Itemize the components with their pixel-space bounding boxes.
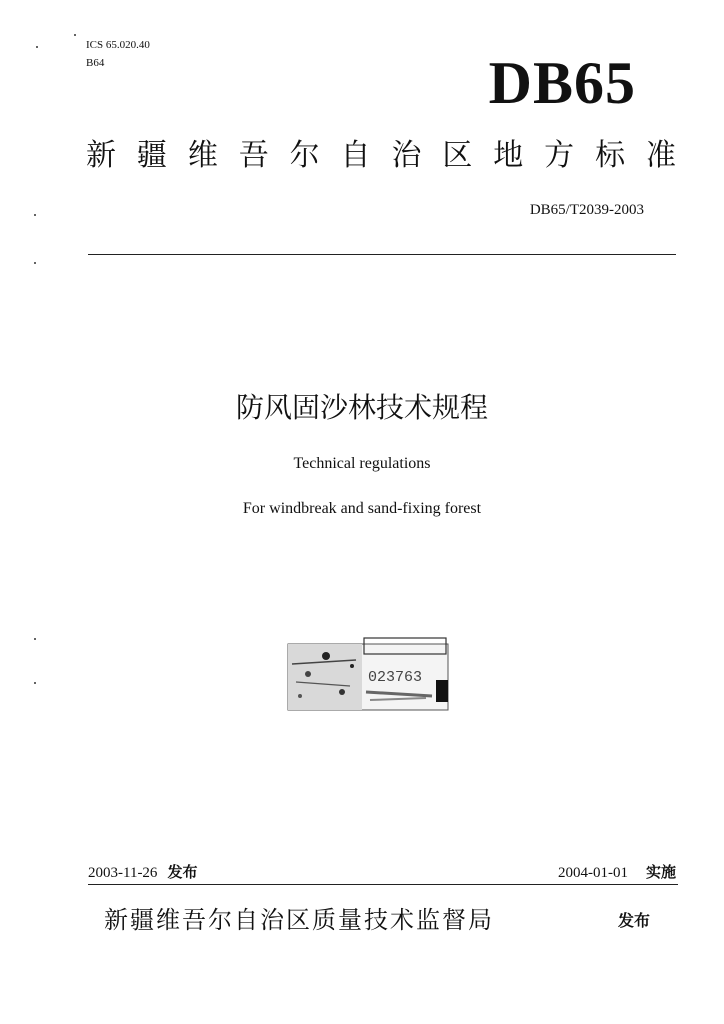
english-title-line1: Technical regulations (293, 455, 431, 472)
scan-speck (34, 262, 36, 264)
standard-type-char: 区 (442, 138, 473, 173)
standard-type-char: 准 (645, 138, 676, 173)
standard-code: DB65 (488, 50, 636, 116)
scan-speck (36, 46, 38, 48)
issue-label: 发布 (167, 863, 198, 881)
scan-speck (74, 34, 76, 36)
implementation-date (558, 862, 676, 883)
english-title-line2: For windbreak and sand-fixing forest (242, 500, 482, 517)
standard-type-char: 维 (187, 138, 218, 173)
header-divider (88, 254, 676, 255)
standard-type-char: 疆 (136, 138, 167, 173)
issue-date-value: 2003-11-26 (88, 865, 158, 881)
standard-type-heading (86, 136, 676, 176)
standard-type-char: 治 (391, 138, 422, 173)
standard-type-char: 尔 (289, 138, 320, 173)
standard-number: DB65/T2039-2003 (529, 202, 644, 218)
publish-label: 发布 (618, 911, 651, 930)
issue-date (88, 862, 197, 883)
category-code: B64 (86, 57, 105, 69)
scan-speck (34, 214, 36, 216)
library-stamp (286, 634, 450, 714)
implementation-date-value: 2004-01-01 (557, 865, 628, 881)
stamp-number: 023763 (368, 669, 423, 686)
implementation-label: 实施 (645, 863, 676, 881)
standard-type-char: 地 (493, 138, 524, 173)
publisher-name: 新疆维吾尔自治区质量技术监督局 (104, 906, 494, 934)
scan-speck (34, 682, 36, 684)
standard-type-char: 方 (544, 138, 575, 173)
footer-divider (88, 884, 678, 885)
standard-type-char: 标 (595, 138, 626, 173)
document-title: 防风固沙林技术规程 (235, 391, 488, 424)
ics-code: ICS 65.020.40 (86, 39, 150, 51)
scan-speck (34, 638, 36, 640)
standard-type-char: 吾 (238, 138, 269, 173)
standard-type-char: 新 (86, 138, 116, 173)
standard-type-char: 自 (340, 138, 371, 173)
